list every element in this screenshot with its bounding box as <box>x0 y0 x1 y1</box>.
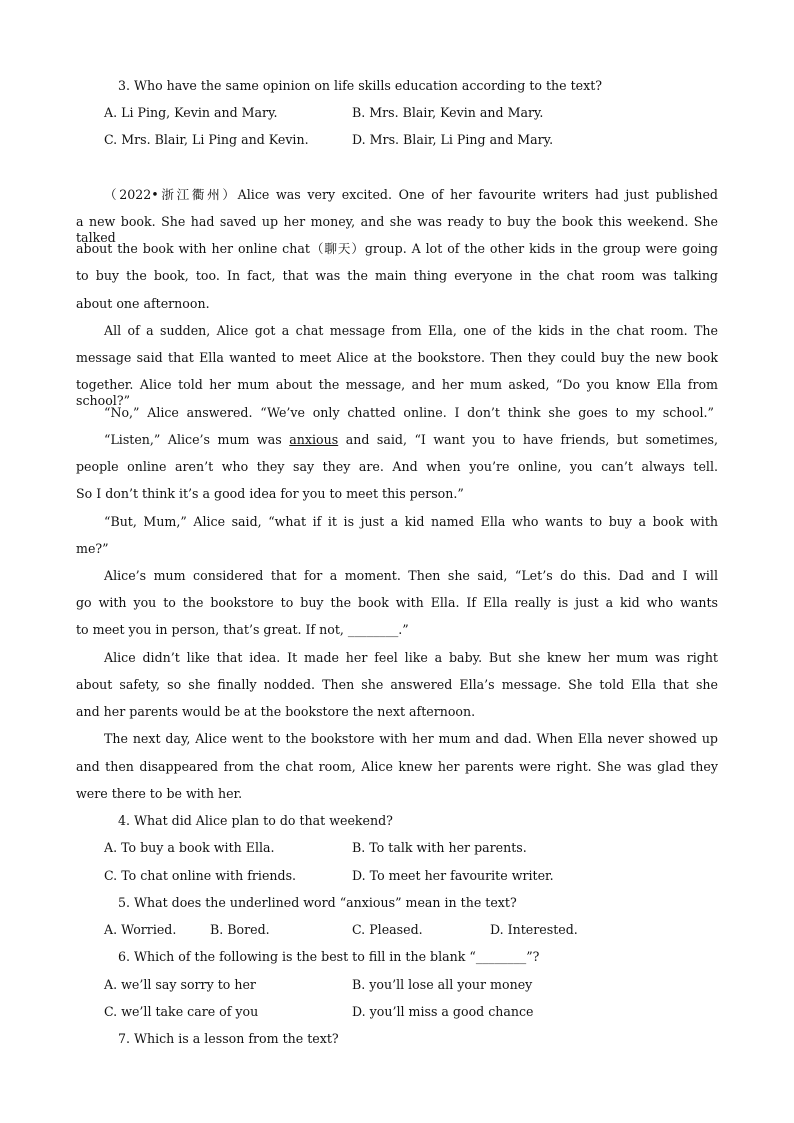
passage-p4-line3: So I don’t think it’s a good idea for you to meet this person.” <box>76 486 464 501</box>
q3-option-c: C. Mrs. Blair, Li Ping and Kevin. <box>104 132 309 147</box>
q3-option-d: D. Mrs. Blair, Li Ping and Mary. <box>352 132 554 147</box>
passage-p1-line5: about one afternoon. <box>76 296 210 311</box>
passage-p3-line1: “No,” Alice answered. “We’ve only chatted online. I don’t think she goes to my school.” <box>104 405 714 420</box>
q4-stem: 4. What did Alice plan to do that weekend? <box>118 813 393 828</box>
q6-option-b: B. you’ll lose all your money <box>352 977 533 992</box>
q4-option-c: C. To chat online with friends. <box>104 868 297 883</box>
passage-p5-line1: “But, Mum,” Alice said, “what if it is just a kid named Ella who wants to buy a book with <box>104 514 718 529</box>
passage-p8-line2: and then disappeared from the chat room, Alice knew her parents were right. She was glad they <box>76 759 718 774</box>
passage-p2-line3: together. Alice told her mum about the message, and her mum asked, “Do you know Ella from school?” <box>76 377 718 408</box>
q7-stem: 7. Which is a lesson from the text? <box>118 1031 339 1046</box>
passage-p8-line3: were there to be with her. <box>76 786 243 801</box>
passage-p4-line1 <box>104 432 718 448</box>
passage-p7-line1: Alice didn’t like that idea. It made her feel like a baby. But she knew her mum was right <box>104 650 718 665</box>
q4-option-a: A. To buy a book with Ella. <box>104 840 275 855</box>
q6-option-a: A. we’ll say sorry to her <box>104 977 256 992</box>
passage-p2-line2: message said that Ella wanted to meet Alice at the bookstore. Then they could buy the new book <box>76 350 718 365</box>
passage-p7-line3: and her parents would be at the bookstore the next afternoon. <box>76 704 476 719</box>
passage-p4-line1-pre: “Listen,” Alice’s mum was <box>104 432 290 447</box>
q6-option-c: C. we’ll take care of you <box>104 1004 259 1019</box>
passage-p1-line1: （2022•浙江衢州）Alice was very excited. One of her favourite writers had just published <box>104 187 718 202</box>
q5-option-a: A. Worried. <box>104 922 177 937</box>
underlined-word-anxious: anxious <box>289 432 339 447</box>
passage-p5-line2: me?” <box>76 541 109 556</box>
q6-stem: 6. Which of the following is the best to fill in the blank “________”? <box>118 949 540 964</box>
passage-p6-line3: to meet you in person, that’s great. If not, ________.” <box>76 622 409 637</box>
passage-p1-line4: to buy the book, too. In fact, that was the main thing everyone in the chat room was talking <box>76 268 718 283</box>
q3-stem: 3. Who have the same opinion on life skills education according to the text? <box>118 78 603 93</box>
passage-p7-line2: about safety, so she finally nodded. Then she answered Ella’s message. She told Ella that she <box>76 677 718 692</box>
passage-p6-line1: Alice’s mum considered that for a moment. Then she said, “Let’s do this. Dad and I will <box>104 568 718 583</box>
q3-option-a: A. Li Ping, Kevin and Mary. <box>104 105 278 120</box>
q3-option-b: B. Mrs. Blair, Kevin and Mary. <box>352 105 544 120</box>
q5-option-d: D. Interested. <box>490 922 578 937</box>
q5-option-c: C. Pleased. <box>352 922 423 937</box>
q4-option-d: D. To meet her favourite writer. <box>352 868 554 883</box>
passage-p8-line1: The next day, Alice went to the bookstore with her mum and dad. When Ella never showed up <box>104 731 718 746</box>
q5-stem: 5. What does the underlined word “anxious” mean in the text? <box>118 895 517 910</box>
q6-option-d: D. you’ll miss a good chance <box>352 1004 534 1019</box>
passage-p4-line1-post: and said, “I want you to have friends, but sometimes, <box>338 432 718 447</box>
passage-p6-line2: go with you to the bookstore to buy the book with Ella. If Ella really is just a kid who wants <box>76 595 718 610</box>
passage-p1-line2: a new book. She had saved up her money, and she was ready to buy the book this weekend. She talked <box>76 214 718 245</box>
q4-option-b: B. To talk with her parents. <box>352 840 527 855</box>
passage-p1-line3: about the book with her online chat（聊天）group. A lot of the other kids in the group were going <box>76 241 718 256</box>
passage-p4-line2: people online aren’t who they say they are. And when you’re online, you can’t always tell. <box>76 459 718 474</box>
q5-option-b: B. Bored. <box>210 922 270 937</box>
passage-p2-line1: All of a sudden, Alice got a chat message from Ella, one of the kids in the chat room. The <box>104 323 718 338</box>
